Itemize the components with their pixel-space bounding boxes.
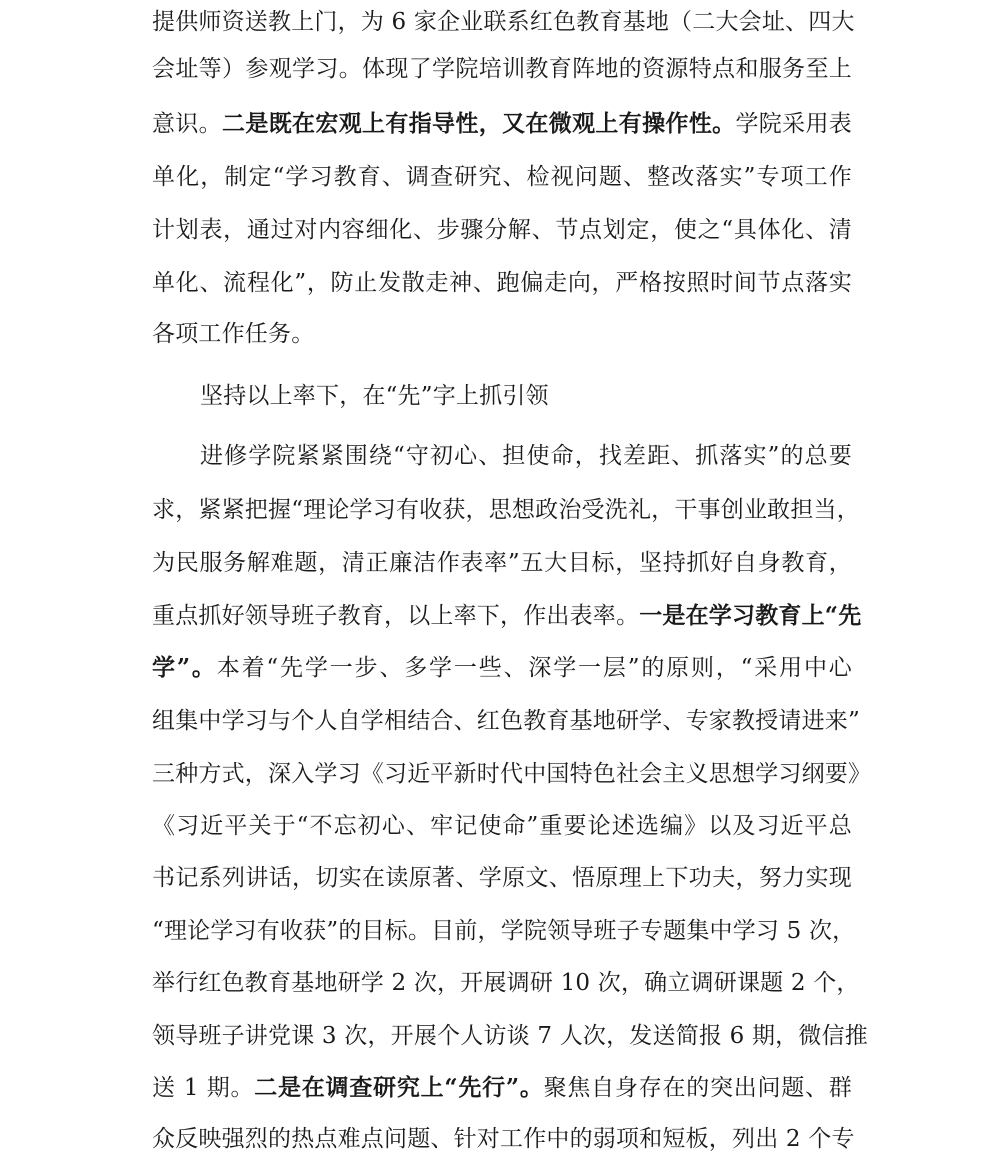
text-line-2: 会址等）参观学习。体现了学院培训教育阵地的资源特点和服务至上	[152, 56, 852, 82]
bold-phrase: 一是在学习教育上“先	[639, 602, 862, 629]
text-line-17: 书记系列讲话，切实在读原著、学原文、悟原理上下功夫，努力实现	[152, 865, 852, 891]
text-line-4: 单化，制定“学习教育、调查研究、检视问题、整改落实”专项工作	[152, 164, 852, 190]
text-line-22: 众反映强烈的热点难点问题、针对工作中的弱项和短板，列出 2 个专	[152, 1126, 855, 1152]
text-line-10: 求，紧紧把握“理论学习有收获，思想政治受洗礼，干事创业敢担当，	[152, 497, 860, 523]
text-line-21: 送 1 期。二是在调查研究上“先行”。聚焦自身存在的突出问题、群	[152, 1074, 852, 1101]
text-line-7: 各项工作任务。	[152, 321, 315, 347]
section-heading: 坚持以上率下，在“先”字上抓引领	[200, 383, 549, 409]
text-line-1: 提供师资送教上门，为 6 家企业联系红色教育基地（二大会址、四大	[152, 9, 855, 35]
text-line-12: 重点抓好领导班子教育，以上率下，作出表率。一是在学习教育上“先	[152, 602, 862, 629]
text-line-16: 《习近平关于“不忘初心、牢记使命”重要论述选编》以及习近平总	[152, 813, 852, 839]
bold-phrase: 学”。	[152, 654, 217, 681]
text-line-11: 为民服务解难题，清正廉洁作表率”五大目标，坚持抓好自身教育，	[152, 550, 852, 576]
bold-phrase: 二是既在宏观上有指导性，又在微观上有操作性。	[222, 110, 736, 137]
text-line-19: 举行红色教育基地研学 2 次，开展调研 10 次，确立调研课题 2 个，	[152, 970, 860, 996]
text-line-9: 进修学院紧紧围绕“守初心、担使命，找差距、抓落实”的总要	[200, 443, 852, 469]
text-line-15: 三种方式，深入学习《习近平新时代中国特色社会主义思想学习纲要》	[152, 761, 872, 787]
text-line-18: “理论学习有收获”的目标。目前，学院领导班子专题集中学习 5 次，	[152, 918, 856, 944]
text-line-3: 意识。二是既在宏观上有指导性，又在微观上有操作性。学院采用表	[152, 110, 853, 137]
text-line-13: 学”。本着“先学一步、多学一些、深学一层”的原则，“采用中心	[152, 654, 852, 681]
text-line-14: 组集中学习与个人自学相结合、红色教育基地研学、专家教授请进来”	[152, 708, 860, 734]
text-line-5: 计划表，通过对内容细化、步骤分解、节点划定，使之“具体化、清	[152, 217, 852, 243]
bold-phrase: 二是在调查研究上“先行”。	[254, 1074, 544, 1101]
text-line-6: 单化、流程化”，防止发散走神、跑偏走向，严格按照时间节点落实	[152, 270, 852, 296]
text-line-20: 领导班子讲党课 3 次，开展个人访谈 7 人次，发送简报 6 期，微信推	[152, 1023, 868, 1049]
